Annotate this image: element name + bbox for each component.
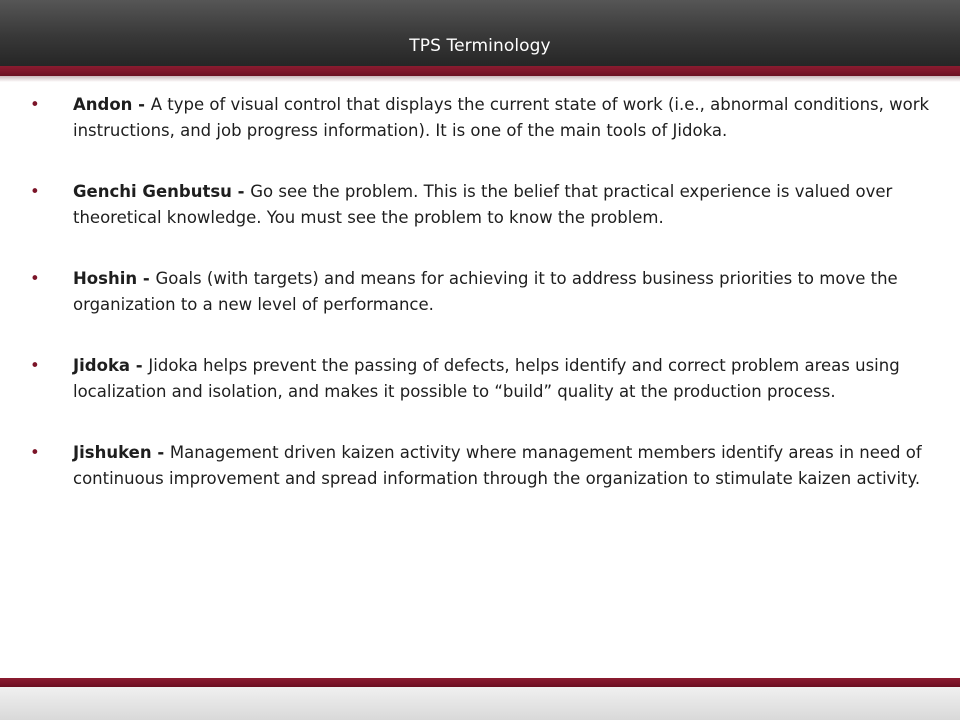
- bullet-icon: •: [30, 443, 40, 462]
- term-definition: Go see the problem. This is the belief that practical experience is valued over theoretical knowledge. You must see the problem to know the problem.: [73, 182, 893, 227]
- term-andon: [0, 92, 960, 144]
- header-accent-stripe: [0, 66, 960, 76]
- header-shadow: [0, 76, 960, 82]
- bullet-icon: •: [30, 269, 40, 288]
- term-name: Andon: [73, 95, 133, 114]
- term-jishuken: [0, 440, 960, 492]
- term-separator: -: [132, 95, 151, 114]
- term-jidoka: [0, 353, 960, 405]
- term-list: [0, 92, 960, 527]
- term-separator: -: [130, 356, 149, 375]
- bullet-icon: •: [30, 182, 40, 201]
- term-separator: -: [231, 182, 251, 201]
- term-definition: Goals (with targets) and means for achieving it to address business priorities to move the organization to a new level of performance.: [73, 269, 898, 314]
- term-definition: Jidoka helps prevent the passing of defects, helps identify and correct problem areas using localization and isolation, and makes it possible to “build” quality at the production process.: [73, 356, 900, 401]
- bullet-icon: •: [30, 356, 40, 375]
- term-separator: -: [151, 443, 170, 462]
- term-separator: -: [137, 269, 156, 288]
- term-name: Hoshin: [73, 269, 138, 288]
- bullet-icon: •: [30, 95, 40, 114]
- term-name: Jidoka: [73, 356, 131, 375]
- term-genchi-genbutsu: [0, 179, 960, 231]
- term-name: Genchi Genbutsu: [73, 182, 232, 201]
- term-definition: A type of visual control that displays the current state of work (i.e., abnormal conditions, work instructions, and job progress information). It is one of the main tools of Jidoka.: [73, 95, 930, 140]
- title-bar: [0, 0, 960, 66]
- footer-bar: [0, 687, 960, 720]
- footer-accent-stripe: [0, 678, 960, 687]
- term-definition: Management driven kaizen activity where management members identify areas in need of continuous improvement and spread information through the organization to stimulate kaizen activity.: [73, 443, 922, 488]
- term-name: Jishuken: [73, 443, 152, 462]
- term-hoshin: [0, 266, 960, 318]
- slide-title: TPS Terminology: [409, 36, 551, 56]
